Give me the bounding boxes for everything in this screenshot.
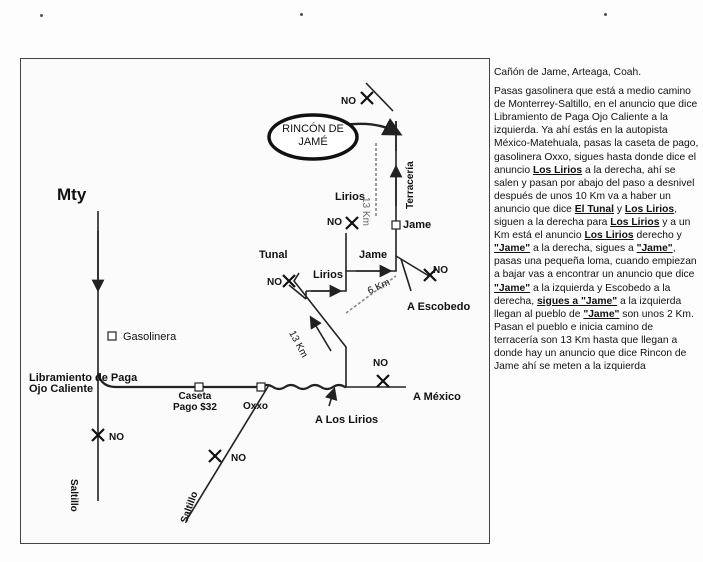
label-libramiento: Libramiento de Paga Ojo Caliente [29,372,138,395]
scan-speck [604,13,607,16]
directions-segment: y [614,203,625,215]
lirios-access-road [294,273,346,387]
label-no-north: NO [341,96,356,107]
directions-highlight: Los Lirios [624,203,675,215]
directions-heading: Cañón de Jame, Arteaga, Coah. [494,67,642,78]
directions-text [494,66,699,373]
directions-highlight: Los Lirios [610,217,660,229]
jame-marker [392,221,400,229]
label-no-lirios: NO [327,217,342,228]
label-jame-town: Jame [403,219,432,231]
label-lirios-north: Lirios [335,191,365,203]
label-caseta: Caseta Pago $32 [173,391,217,413]
label-saltillo-left: Saltillo [68,479,79,512]
label-oxxo: Oxxo [243,401,269,412]
scan-speck [40,14,43,17]
directions-highlight: "Jame" [494,243,531,255]
road-to-no-north [366,83,393,111]
label-rincon-de-jame: RINCÓN DE JAMÉ [282,123,344,148]
no-cross-saltillo-branch [209,450,221,462]
directions-highlight: Los Lirios [584,230,634,242]
label-terraceria: Terracería [405,161,416,209]
label-no-escobedo: NO [433,265,448,276]
directions-segment: , pasas una pequeña loma, cuando empiezan a bajar vas a encontrar un anuncio que dice [494,243,697,281]
label-lirios-road: Lirios [313,269,343,281]
oxxo-marker [257,383,265,391]
no-cross-north [361,92,373,104]
route-map [20,58,490,544]
label-no-tunal: NO [267,277,282,288]
label-13km-diagonal: 13 Km [286,329,310,360]
no-cross-mexico [377,375,389,387]
label-a-escobedo: A Escobedo [407,301,471,313]
gasolinera-marker [108,332,116,340]
directions-segment: y a un Km está el anuncio [494,217,691,242]
directions-segment: a la izquierda llegan al pueblo de [494,295,682,320]
directions-highlight: "Jame" [494,282,531,294]
label-13km-vertical: 13 Km [360,197,371,226]
escobedo-road [396,256,429,276]
directions-segment: Pasas gasolinera que está a medio camino de Monterrey-Saltillo, en el anuncio que dice Libramiento de Paga Ojo Caliente a la izquierda. Ya ahí estás en la autopista México-Matehuala, pasas la caseta de pago, gasolinera Oxxo, sigues hasta donde dice el anuncio [494,86,699,176]
label-jame-road: Jame [359,249,388,261]
no-cross-lirios [346,217,358,229]
directions-segment: a la izquierda y Escobedo a la derecha, [494,282,671,307]
directions-segment: a la derecha, sigues a [530,243,637,255]
directions-segment: a la derecha, ahí se salen y pasan por abajo del paso a desnivel después de unos 10 Km va a haber un anuncio que dice [494,164,695,215]
label-gasolinera: Gasolinera [123,331,177,343]
label-a-los-lirios: A Los Lirios [315,414,379,426]
label-no-mexico: NO [373,358,388,369]
directions-highlight: "Jame" [583,308,620,320]
directions-highlight: sigues a "Jame" [536,295,618,307]
label-tunal: Tunal [259,249,288,261]
label-no-saltillo-branch: NO [231,453,246,464]
caseta-marker [195,383,203,391]
directions-body [494,85,699,373]
autopista-wavy [261,385,346,389]
directions-highlight: Los Lirios [532,164,583,176]
directions-segment: , siguen a la derecha para [494,203,677,229]
directions-segment: son unos 2 Km. Pasan el pueblo e inicia camino de terracería son 13 Km hasta que llegan a donde hay un anuncio que dice Rincon de Jame ahí se meten a la izquierda [494,308,694,373]
label-no-saltillo: NO [109,432,124,443]
label-a-mexico: A México [413,391,461,403]
scan-speck [300,13,303,16]
label-saltillo-branch: Saltillo [179,490,201,525]
directions-highlight: El Tunal [574,203,615,215]
label-6km: 6 Km [366,277,392,297]
directions-segment: derecho y [633,230,682,242]
label-mty: Mty [57,185,87,204]
directions-highlight: "Jame" [636,243,673,255]
